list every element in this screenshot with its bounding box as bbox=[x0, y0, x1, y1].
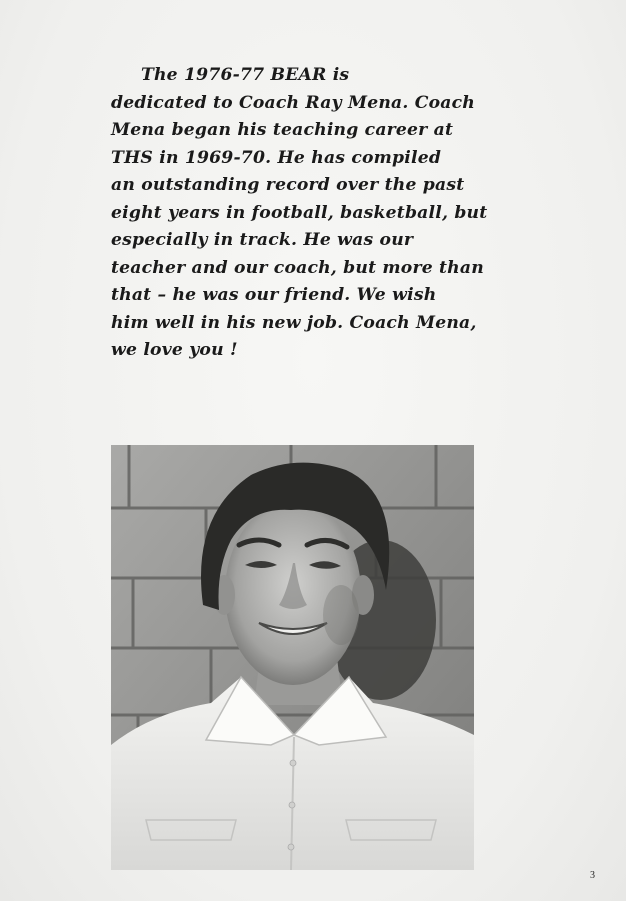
page-number: 3 bbox=[590, 870, 595, 881]
shirt-button bbox=[290, 760, 296, 766]
coach-portrait-photo bbox=[111, 445, 474, 870]
shirt-button bbox=[289, 802, 295, 808]
cheek-shade bbox=[323, 585, 359, 645]
dedication-line: eight years in football, basketball, but bbox=[111, 202, 488, 223]
dedication-line: him well in his new job. Coach Mena, bbox=[111, 312, 477, 333]
dedication-line: we love you ! bbox=[111, 340, 238, 360]
dedication-line: The 1976-77 BEAR is bbox=[141, 65, 350, 85]
dedication-line: that – he was our friend. We wish bbox=[111, 285, 437, 305]
dedication-line: especially in track. He was our bbox=[111, 230, 414, 250]
shirt-button bbox=[288, 844, 294, 850]
dedication-line: dedicated to Coach Ray Mena. Coach bbox=[111, 92, 475, 113]
dedication-text bbox=[111, 62, 491, 365]
dedication-line: Mena began his teaching career at bbox=[111, 120, 454, 140]
dedication-line: THS in 1969-70. He has compiled bbox=[111, 147, 442, 168]
dedication-line: teacher and our coach, but more than bbox=[111, 257, 484, 278]
dedication-line: an outstanding record over the past bbox=[111, 175, 465, 195]
